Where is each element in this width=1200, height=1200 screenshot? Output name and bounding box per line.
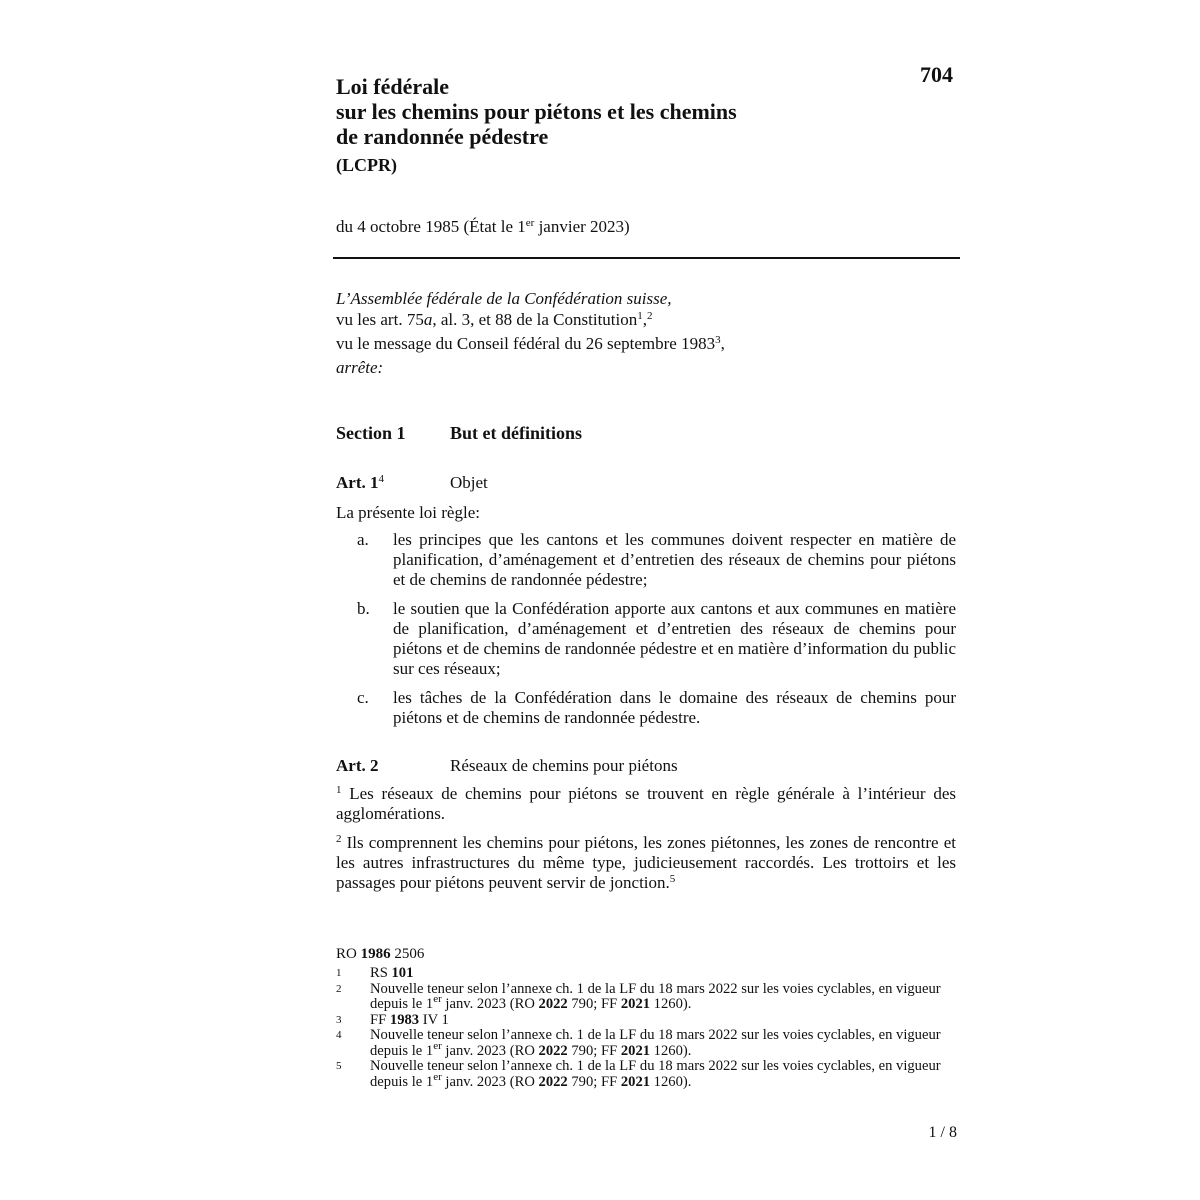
- footnote-bold: 2022: [538, 1042, 568, 1059]
- footnote-text: janv. 2023 (RO: [441, 1042, 539, 1059]
- page-number: 1 / 8: [928, 1124, 957, 1141]
- law-title: [336, 74, 896, 149]
- paragraph-1: [336, 784, 956, 824]
- article-1-heading: [336, 473, 488, 493]
- law-abbreviation: (LCPR): [336, 155, 397, 175]
- preamble-constitution: [336, 309, 960, 330]
- footnote-number: 4: [336, 1029, 342, 1041]
- preamble-decree: arrête:: [336, 358, 384, 377]
- footnote-text: RS: [370, 965, 392, 981]
- footnote-bold: 2022: [538, 996, 568, 1012]
- article-2-body: [336, 784, 956, 902]
- preamble-italic: a: [423, 310, 433, 329]
- footnote-text: IV 1: [419, 1011, 449, 1028]
- sr-number: 704: [920, 62, 953, 87]
- footnote-bold: 101: [391, 965, 414, 981]
- official-compilation-ref: [336, 946, 424, 963]
- preamble-text: vu le message du Conseil fédéral du 26 septembre 1983: [336, 334, 716, 353]
- footnote-3: [336, 1013, 948, 1029]
- list-item: [336, 599, 956, 679]
- footnote-text: FF: [370, 1011, 390, 1028]
- footnote-ref-1[interactable]: 1: [637, 310, 643, 322]
- preamble: [336, 288, 960, 378]
- footnote-text: Nouvelle teneur selon l’annexe ch. 1 de la LF du 18 mars 2022 sur les voies cyclables, en vigueur depuis le 1: [370, 1058, 941, 1090]
- footnote-text: 790; FF: [567, 1073, 621, 1090]
- footnote-text: 790; FF: [567, 1042, 621, 1059]
- footnote-text: 1260).: [650, 996, 692, 1012]
- footnote-ref-3[interactable]: 3: [715, 334, 721, 346]
- footnote-sup: er: [433, 1039, 442, 1052]
- ro-page: 2506: [390, 946, 425, 962]
- article-2-heading: [336, 756, 678, 776]
- paragraph-number: 2: [336, 833, 342, 845]
- footnote-ref-4[interactable]: 4: [378, 473, 384, 485]
- ro-year: 1986: [360, 946, 391, 962]
- section-label: Section 1: [336, 423, 406, 443]
- footnote-bold: 1983: [389, 1011, 420, 1028]
- preamble-text: , al. 3, et 88 de la Constitution: [432, 310, 638, 329]
- article-1-intro: La présente loi règle:: [336, 503, 480, 522]
- footnote-sup: er: [433, 1070, 442, 1083]
- list-item-text: le soutien que la Confédération apporte aux cantons et aux communes en matière de planification, d’aménagement et d’entretien des réseaux de chemins pour piétons et de chemins de randonnée pédestre et en matière d’information du public sur ces réseaux;: [393, 599, 956, 678]
- footnote-text: Nouvelle teneur selon l’annexe ch. 1 de la LF du 18 mars 2022 sur les voies cyclables, en vigueur depuis le 1: [370, 1027, 941, 1059]
- footnote-number: 5: [336, 1060, 342, 1072]
- list-item-text: les principes que les cantons et les communes doivent respecter en matière de planification, d’aménagement et d’entretien des réseaux de chemins pour piétons et de chemins de randonnée pédestre;: [393, 530, 956, 589]
- footnote-text: janv. 2023 (RO: [441, 996, 539, 1012]
- paragraph-text: Ils comprennent les chemins pour piétons, les zones piétonnes, les zones de rencontre et les autres infrastructures du même type, judicieusement raccordés. Les trottoirs et les passages pour piétons peuvent servir de jonction.: [336, 833, 956, 892]
- title-line: de randonnée pédestre: [336, 124, 549, 149]
- footnote-bold: 2021: [620, 1073, 651, 1090]
- article-number: [336, 473, 450, 493]
- article-title: Réseaux de chemins pour piétons: [450, 756, 678, 775]
- footnote-bold: 2021: [620, 996, 651, 1012]
- footnote-number: 1: [336, 967, 342, 979]
- list-item: [336, 688, 956, 728]
- footnote-number: 2: [336, 982, 342, 995]
- preamble-comma: ,: [720, 334, 725, 353]
- footnote-ref-2[interactable]: 2: [647, 310, 653, 322]
- footnote-text: 1260).: [650, 1073, 692, 1090]
- preamble-message: [336, 333, 960, 354]
- list-marker: b.: [357, 599, 370, 618]
- date-prefix: du 4 octobre 1985 (État le 1: [336, 217, 526, 236]
- date-sup: er: [525, 217, 535, 229]
- footnote-2: [336, 982, 948, 1013]
- section-heading: [336, 423, 582, 444]
- footnote-1: [336, 966, 948, 982]
- title-line: sur les chemins pour piétons et les chemins: [336, 99, 737, 124]
- list-item-text: les tâches de la Confédération dans le domaine des réseaux de chemins pour piétons et de chemins de randonnée pédestre.: [393, 688, 956, 727]
- article-title: Objet: [450, 473, 488, 492]
- paragraph-text: Les réseaux de chemins pour piétons se trouvent en règle générale à l’intérieur des agglomérations.: [336, 784, 956, 823]
- preamble-comma: ,: [642, 310, 647, 329]
- list-item: [336, 530, 956, 590]
- footnote-number: 3: [336, 1013, 342, 1026]
- list-marker: c.: [357, 688, 369, 707]
- list-marker: a.: [357, 530, 369, 549]
- article-1-list: [336, 530, 956, 737]
- footnote-text: 790; FF: [567, 996, 621, 1012]
- preamble-text: vu les art. 75: [336, 310, 424, 329]
- footnote-4: [336, 1028, 948, 1059]
- law-date: [336, 217, 630, 237]
- date-suffix: janvier 2023): [534, 217, 630, 236]
- footnote-text: 1260).: [650, 1042, 692, 1059]
- footnote-text: Nouvelle teneur selon l’annexe ch. 1 de la LF du 18 mars 2022 sur les voies cyclables, en vigueur depuis le 1: [370, 980, 941, 1012]
- article-number-text: Art. 1: [336, 473, 379, 492]
- footnote-sup: er: [433, 993, 442, 1005]
- footnote-ref-5[interactable]: 5: [669, 873, 676, 885]
- paragraph-2: [336, 833, 956, 893]
- footnote-bold: 2022: [538, 1073, 568, 1090]
- title-divider: [333, 257, 960, 259]
- title-line: Loi fédérale: [336, 74, 450, 99]
- preamble-assembly: L’Assemblée fédérale de la Confédération suisse,: [336, 289, 672, 308]
- section-title: But et définitions: [450, 423, 583, 443]
- ro-prefix: RO: [336, 946, 361, 962]
- footnote-bold: 2021: [620, 1042, 651, 1059]
- footnote-5: [336, 1059, 948, 1090]
- footnote-text: janv. 2023 (RO: [441, 1073, 539, 1090]
- article-number: Art. 2: [336, 756, 379, 775]
- footnotes: [336, 966, 948, 1090]
- paragraph-number: 1: [336, 784, 342, 796]
